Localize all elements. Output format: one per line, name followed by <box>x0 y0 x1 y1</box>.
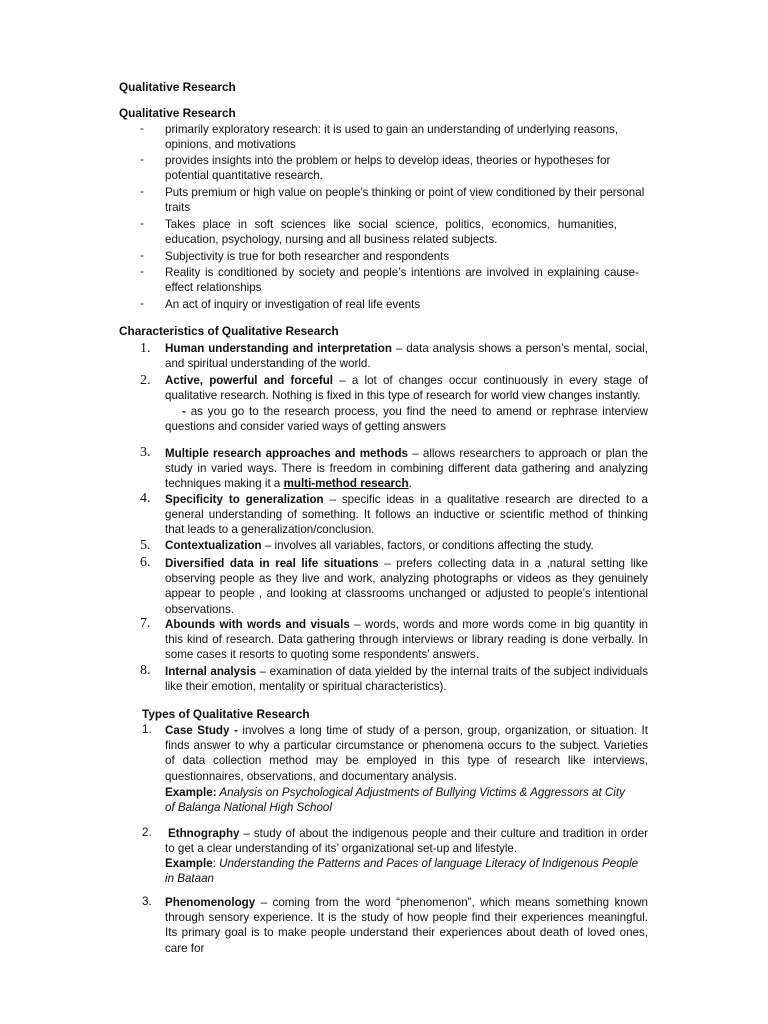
item-description: – specific ideas in a qualitative research are directed to a general understanding of something. It follows an inductive or scientific method of thinking that leads to a generalization/conclusion. <box>165 493 648 537</box>
item-number: 1. <box>142 723 152 736</box>
item-number: 6. <box>140 555 151 570</box>
sub-text: as you go to the research process, you find the need to amend or rephrase interview questions and consider varied ways of getting answers <box>165 405 648 434</box>
item-description: – prefers collecting data in a ,natural setting like observing people as they live and work, analyzing photographs or videos as they genuinely appear to people , and looking at classrooms unchanged or adjusted to people’s intentional observations. <box>165 557 648 616</box>
item-example <box>165 785 635 815</box>
bullet-marker: - <box>140 249 144 262</box>
document-title: Qualitative Research <box>119 80 236 94</box>
item-number: 1. <box>140 341 151 356</box>
bullet-text: An act of inquiry or investigation of real life events <box>165 298 421 311</box>
section-heading-qualitative-research: Qualitative Research <box>119 106 236 120</box>
bullet-marker: - <box>140 297 144 310</box>
item-text <box>165 895 648 956</box>
item-description: – words, words and more words come in big quantity in this kind of research. Data gathering through interviews or library reading is done verbally. In some cases it resorts to quoting some respondents’ answers. <box>165 618 648 662</box>
item-term: Abounds with words and visuals <box>165 618 350 631</box>
item-number: 3. <box>140 445 151 460</box>
bullet-marker: - <box>140 217 144 230</box>
item-number: 7. <box>140 616 151 631</box>
section-heading-characteristics: Characteristics of Qualitative Research <box>119 324 339 338</box>
item-term: Ethnography <box>168 827 240 840</box>
item-text <box>165 538 648 553</box>
item-term: Contextualization <box>165 539 262 552</box>
bullet-text: Takes place in soft sciences like social science, politics, economics, humanities, education, psychology, nursing and all business related subjects. <box>165 218 617 247</box>
item-description: involves a long time of study of a person, group, organization, or situation. It finds answer to why a particular circumstance or phenomena occurs to the subject. Varieties of data collection method may be employed in this type of research like interviews, questionnaires, observations, and documentary analysis. <box>165 724 648 783</box>
bullet-marker: - <box>140 185 144 198</box>
item-text <box>165 373 648 403</box>
example-separator: : <box>212 857 220 870</box>
item-text <box>165 341 648 371</box>
example-label: Example <box>165 857 213 870</box>
section-heading-types: Types of Qualitative Research <box>142 707 310 721</box>
item-description: – involves all variables, factors, or conditions affecting the study. <box>261 539 594 552</box>
item-text <box>165 826 648 856</box>
item-number: 3. <box>142 895 152 908</box>
item-text <box>165 446 648 492</box>
item-description: – allows researchers to approach or plan the study in varied ways. There is freedom in combining different data gathering and analyzing techniques making it a <box>165 447 648 491</box>
item-description: – a lot of changes occur continuously in every stage of qualitative research. Nothing is fixed in this type of research for world view changes instantly. <box>165 374 648 403</box>
bullet-text: Puts premium or high value on people’s thinking or point of view conditioned by their personal traits <box>165 186 645 215</box>
item-term: Case Study - <box>165 724 238 737</box>
multi-method-link[interactable]: multi-method research <box>283 477 409 491</box>
item-text <box>165 492 648 538</box>
item-description: – data analysis shows a person’s mental, social, and spiritual understanding of the world. <box>165 342 648 371</box>
example-text: Analysis on Psychological Adjustments of Bullying Victims & Aggressors at City of Balanga National High School <box>165 786 625 815</box>
item-text <box>165 617 648 663</box>
item-number: 8. <box>140 663 151 678</box>
item-number: 2. <box>140 373 151 388</box>
item-term: Multiple research approaches and methods <box>165 447 409 460</box>
item-term: Active, powerful and forceful <box>165 374 334 387</box>
item-term: Phenomenology <box>165 896 256 909</box>
item-description: – study of about the indigenous people and their culture and tradition in order to get a clear understanding of its’ organizational set-up and lifestyle. <box>165 827 648 856</box>
item-example <box>165 856 643 886</box>
bullet-marker: - <box>140 153 144 166</box>
item-text <box>165 664 648 694</box>
item-term: Human understanding and interpretation <box>165 342 392 355</box>
item-text <box>165 723 648 784</box>
bullet-text: Reality is conditioned by society and people’s intentions are involved in explaining cause-effect relationships <box>165 266 639 295</box>
item-number: 5. <box>140 538 151 553</box>
item-number: 2. <box>142 826 152 839</box>
example-text: Understanding the Patterns and Paces of language Literacy of Indigenous People in Bataan <box>165 857 639 886</box>
item-description: – examination of data yielded by the internal traits of the subject individuals like their emotion, mentality or spiritual characteristics). <box>165 665 648 694</box>
sub-marker: - <box>182 405 186 418</box>
item-number: 4. <box>140 491 151 506</box>
bullet-text: primarily exploratory research: it is used to gain an understanding of underlying reasons, opinions, and motivations <box>165 123 619 152</box>
bullet-marker: - <box>140 122 144 135</box>
bullet-text: Subjectivity is true for both researcher and respondents <box>165 250 450 263</box>
item-description: – coming from the word “phenomenon”, which means something known through sensory experience. It is the study of how people find their experiences meaningful. Its primary goal is to make people understand their experiences about death of loved ones, care for <box>165 896 648 955</box>
bullet-marker: - <box>140 265 144 278</box>
bullet-text: provides insights into the problem or helps to develop ideas, theories or hypotheses for potential quantitative research. <box>165 154 611 183</box>
item-text <box>165 556 648 617</box>
item-term: Internal analysis <box>165 665 257 678</box>
item-term: Specificity to generalization <box>165 493 324 506</box>
item-term: Diversified data in real life situations <box>165 557 379 570</box>
item-description-end: . <box>408 477 412 491</box>
item-subnote <box>165 404 648 434</box>
example-label: Example: <box>165 786 217 799</box>
